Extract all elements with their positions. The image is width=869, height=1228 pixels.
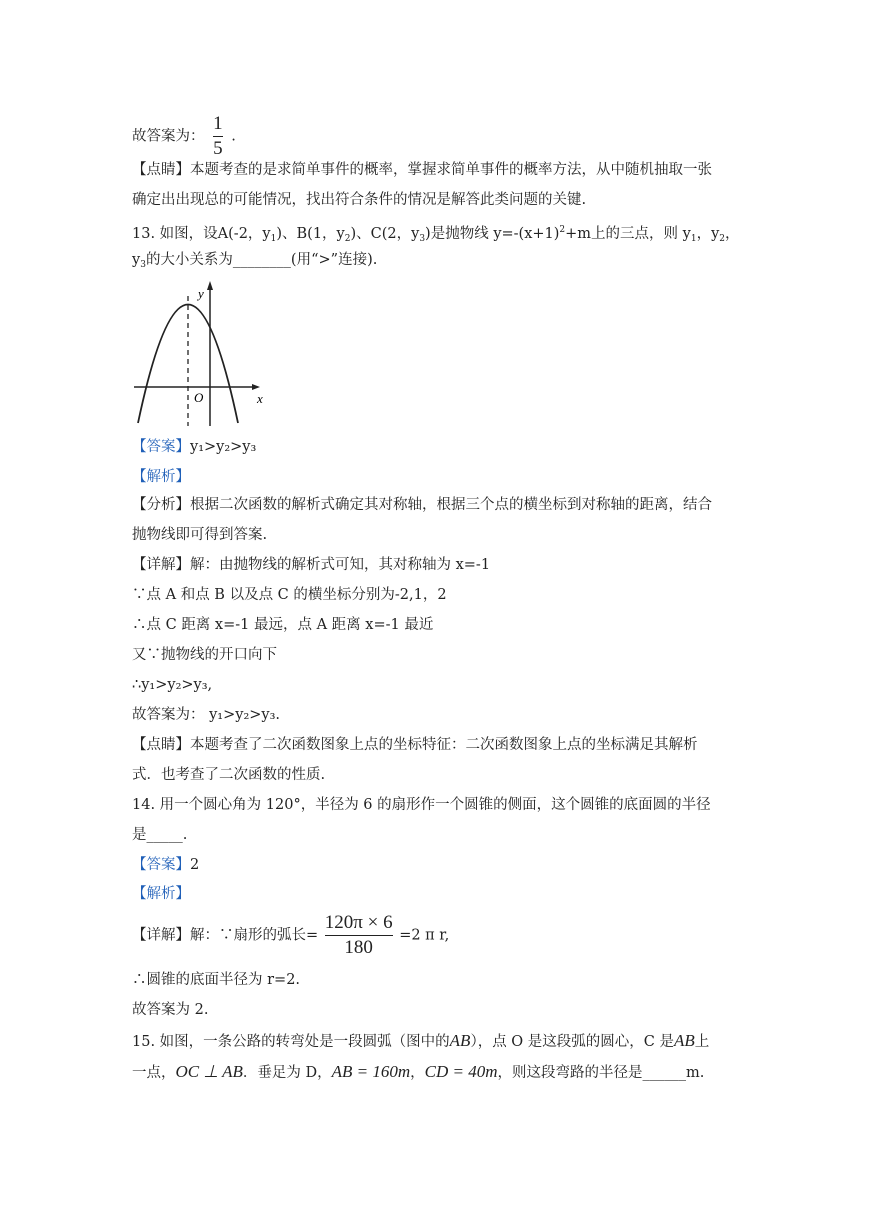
- dianjing-tag: 【点睛】: [132, 737, 190, 753]
- xiangjie-14-line2: ∴圆锥的底面半径为 r=2.: [132, 972, 301, 988]
- arc-length-fraction: [325, 912, 393, 959]
- dianjing-12-line1: 【点睛】本题考查的是求简单事件的概率，掌握求简单事件的概率方法，从中随机抽取一张: [132, 162, 712, 178]
- answer-tag: 【答案】: [132, 439, 190, 455]
- answer-12-prefix: 故答案为：: [132, 128, 205, 145]
- question-13-line2: $y_3$的大小关系为________(用“>”连接).: [132, 252, 378, 270]
- question-14-line2: 是_____.: [132, 827, 188, 843]
- jiexi-13-tag: 【解析】: [132, 469, 190, 485]
- question-13-line1: 13. 如图，设A(-2，$y_1$)、B(1，$y_2$)、C(2，$y_3$)是抛物线 $y=-(x+1)^2+m$上的三点，则 $y_1$，$y_2$，: [132, 225, 740, 244]
- parabola-graph: [128, 278, 268, 428]
- xiangjie-13-line2: ∵点 A 和点 B 以及点 C 的横坐标分别为-2,1，2: [132, 587, 447, 603]
- question-15-line2: 一点，OC ⊥ AB．垂足为 D，AB = 160m，CD = 40m，则这段弯路的半径是______m.: [132, 1062, 705, 1081]
- ab-length: AB = 160m: [331, 1062, 411, 1081]
- question-15-line1: 15. 如图，一条公路的转弯处是一段圆弧（图中的AB），点 O 是这段弧的圆心，C 是AB上: [132, 1031, 710, 1050]
- answer-13-line: [132, 437, 256, 457]
- fraction-denominator: 5: [213, 138, 223, 159]
- xiangjie-13-line1: 【详解】解：由抛物线的解析式可知，其对称轴为 x=-1: [132, 557, 491, 573]
- fenxi-tag: 【分析】: [132, 497, 190, 513]
- answer-12-suffix: .: [231, 128, 236, 145]
- xiangjie-14-line3: 故答案为 2.: [132, 1002, 209, 1018]
- fraction-numerator: 120π × 6: [324, 912, 393, 933]
- dianjing-13-line1: 【点睛】本题考查了二次函数图象上点的坐标特征：二次函数图象上点的坐标满足其解析: [132, 737, 698, 753]
- y-label: y: [198, 286, 204, 301]
- x-label: x: [257, 391, 263, 406]
- dianjing-12-line2: 确定出出现总的可能情况，找出符合条件的情况是解答此类问题的关键.: [132, 192, 587, 208]
- fenxi-13-line2: 抛物线即可得到答案.: [132, 527, 268, 543]
- answer-13-value: y₁>y₂>y₃: [190, 439, 257, 455]
- cd-length: CD = 40m: [424, 1062, 498, 1081]
- origin-label: O: [194, 390, 204, 405]
- arc-ab: AB: [674, 1031, 695, 1050]
- x-axis-arrow-icon: [252, 384, 260, 390]
- fenxi-13-line1: 【分析】根据二次函数的解析式确定其对称轴，根据三个点的横坐标到对称轴的距离，结合: [132, 497, 712, 513]
- fraction-denominator: 180: [344, 937, 373, 958]
- xiangjie-14-line1: 【详解】解：∵扇形的弧长= $\frac{120\pi \times 6}{180}$ =2 π r,: [132, 912, 450, 958]
- answer-14-line: [132, 855, 199, 875]
- oc-perp-ab: OC ⊥ AB: [175, 1062, 243, 1081]
- answer-14-value: 2: [190, 857, 200, 873]
- fraction-numerator: 1: [213, 113, 223, 134]
- jiexi-14-tag: 【解析】: [132, 886, 190, 902]
- dianjing-tag: 【点睛】: [132, 162, 190, 178]
- xiangjie-13-line6: 故答案为： y₁>y₂>y₃.: [132, 707, 281, 723]
- xiangjie-13-line5: ∴y₁>y₂>y₃,: [132, 677, 213, 693]
- fraction-one-fifth: [213, 113, 223, 160]
- xiangjie-tag: 【详解】: [132, 557, 190, 573]
- question-14-line1: 14. 用一个圆心角为 120°，半径为 6 的扇形作一个圆锥的侧面，这个圆锥的底面圆的半径: [132, 797, 711, 813]
- answer-12-line: [132, 113, 236, 160]
- answer-tag: 【答案】: [132, 857, 190, 873]
- dianjing-13-line2: 式．也考查了二次函数的性质.: [132, 767, 326, 783]
- y-axis-arrow-icon: [207, 281, 213, 290]
- arc-ab: AB: [449, 1031, 471, 1050]
- xiangjie-13-line4: 又∵抛物线的开口向下: [132, 647, 277, 663]
- xiangjie-13-line3: ∴点 C 距离 x=-1 最远，点 A 距离 x=-1 最近: [132, 617, 434, 633]
- xiangjie-tag: 【详解】: [132, 927, 190, 944]
